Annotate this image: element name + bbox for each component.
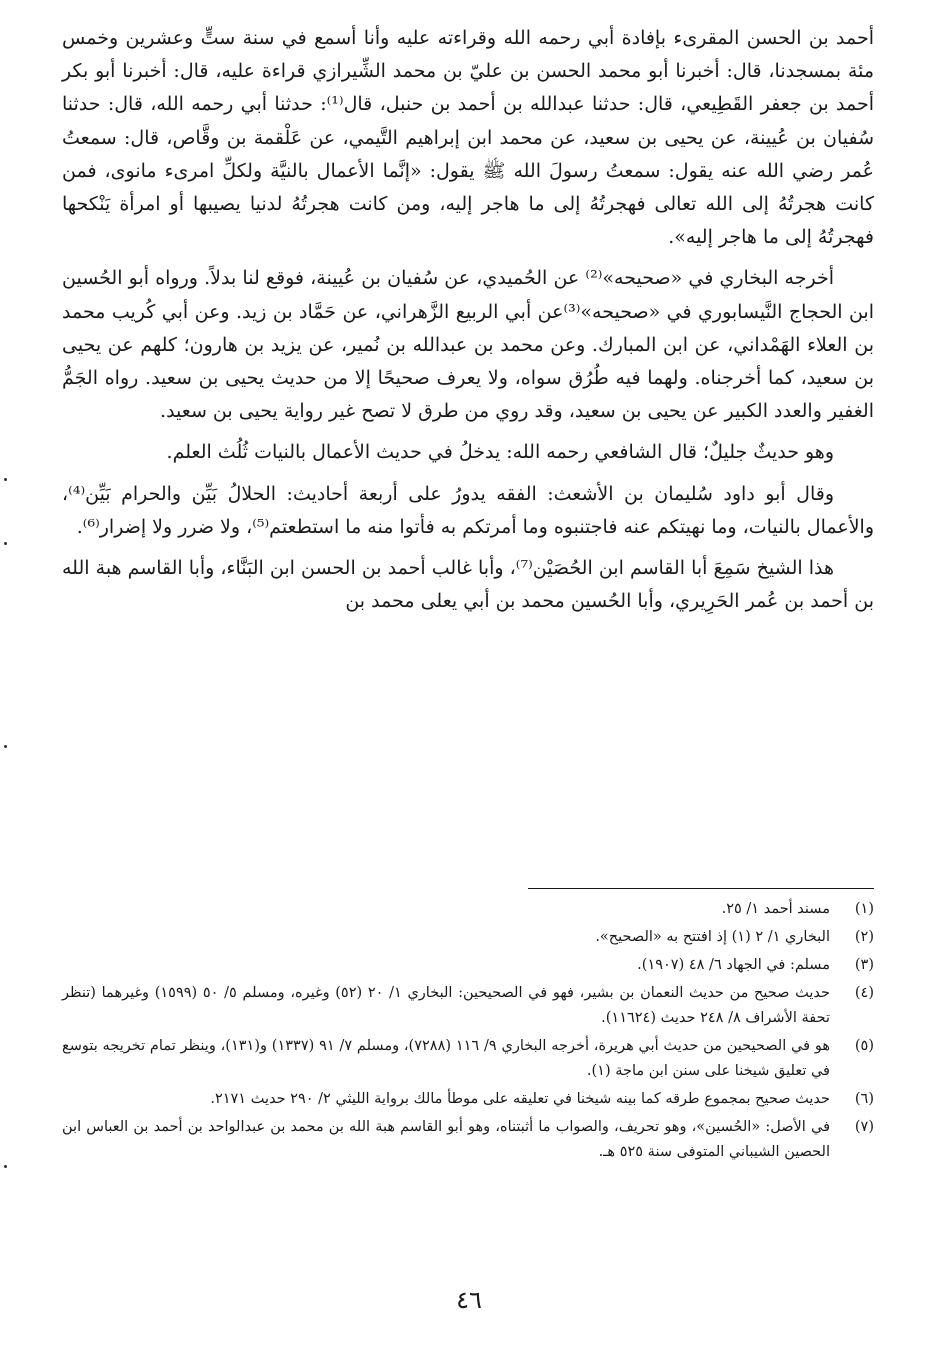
footnote-text: في الأصل: «الحُسين»، وهو تحريف، والصواب ما أثبتناه، وهو أبو القاسم هبة الله بن محمد بن عبدالواحد بن أحمد بن العباس ابن الحصين الشيباني المتوفى سنة ٥٢٥ هـ. [62,1119,830,1160]
page-number: ٤٦ [456,1286,482,1314]
footnote-number: (٧) [854,1119,874,1135]
footnote-number: (١) [854,901,874,917]
page-content [62,22,875,1160]
paragraph-hadith-isnad: أحمد بن الحسن المقرىء بإفادة أبي رحمه الله وقراءته عليه وأنا أسمع في سنة ستٍّ وعشرين وخمس مئة بمسجدنا، قال: أخبرنا أبو محمد الحسن بن عليّ بن محمد الشِّيرازي قراءة عليه، قال: أخبرنا أبو بكر أحمد بن جعفر القَطِيعي، قال: حدثنا عبدالله بن أحمد بن حنبل، قال⁽¹⁾: حدثنا أبي رحمه الله، قال: حدثنا سُفيان بن عُيينة، عن يحيى بن سعيد، عن محمد ابن إبراهيم التَّيمي، عن عَلْقمة بن وقَّاص، قال: سمعتُ عُمر رضي الله عنه يقول: سمعتُ رسولَ الله ﷺ يقول: «إنَّما الأعمال بالنيَّة ولكلِّ امرىء مانوى، فمن كانت هجرتُهُ إلى الله تعالى فهجرتُهُ إلى ما هاجر إليه، ومن كانت هجرتُهُ لدنيا يصيبها أو امرأة يَنْكحها فهجرتُهُ إلى ما هاجر إليه». [62,27,875,249]
footnotes [62,897,874,1168]
footnote-number: (٢) [854,929,874,945]
paragraph-abu-dawud-quote: وقال أبو داود سُليمان بن الأشعث: الفقه يدورُ على أربعة أحاديث: الحلالُ بَيِّن والحرام بَيِّن⁽⁴⁾، والأعمال بالنيات، وما نهيتكم عنه فاجتنبوه وما أمرتكم به فأتوا منه ما استطعتم⁽⁵⁾، ولا ضرر ولا إضرار⁽⁶⁾. [62,482,874,538]
footnote-number: (٥) [854,1038,874,1054]
footnote-text: مسلم: في الجهاد ٦/ ٤٨ (١٩٠٧). [637,957,830,973]
paragraph-takhrij: أخرجه البخاري في «صحيحه»⁽²⁾ عن الحُميدي، عن سُفيان بن عُيينة، فوقع لنا بدلاً. ورواه أبو الحُسين ابن الحجاج النَّيسابوري في «صحيحه»⁽³⁾عن أبي الربيع الزَّهراني، عن حَمَّاد بن زيد. وعن أبي كُريب محمد بن العلاء الهَمْداني، عن ابن المبارك. وعن محمد بن عبدالله بن نُمير، عن يزيد بن هارون؛ كلهم عن يحيى بن سعيد، كما أخرجناه. ولهما فيه طُرُق سواه، ولا يعرف صحيحًا إلا من حديث يحيى بن سعيد. رواه الجَمُّ الغفير والعدد الكبير عن يحيى بن سعيد، وقد روي من طرق لا تصح غير رواية يحيى بن سعيد. [62,267,874,423]
footnote-item [62,1115,874,1165]
footnote-number: (٣) [854,957,874,973]
footnote-number: (٦) [854,1091,874,1107]
footnote-text: مسند أحمد ١/ ٢٥. [721,901,830,917]
margin-dot [4,478,7,481]
paragraph-shafii-quote: وهو حديثٌ جليلٌ؛ قال الشافعي رحمه الله: يدخلُ في حديث الأعمال بالنيات ثُلُث العلم. [166,441,834,464]
footnote-item [62,1034,874,1084]
paragraph-shaykh-teachers: هذا الشيخ سَمِعَ أبا القاسم ابن الحُصَيْن⁽⁷⁾، وأبا غالب أحمد بن الحسن ابن البَنَّاء، وأبا القاسم هبة الله بن أحمد بن عُمر الحَرِيري، وأبا الحُسين محمد بن أبي يعلى محمد بن [62,557,874,613]
margin-dot [4,542,7,545]
footnote-number: (٤) [854,985,874,1001]
footnote-text: هو في الصحيحين من حديث أبي هريرة، أخرجه البخاري ٩/ ١١٦ (٧٢٨٨)، ومسلم ٧/ ٩١ (١٣٣٧) و(١٣١)، وينظر تمام تخريجه بتوسع في تعليق شيخنا على سنن ابن ماجة (١). [62,1038,830,1079]
main-text [62,22,874,618]
footnote-item [62,953,874,978]
footnote-text: البخاري ١/ ٢ (١) إذ افتتح به «الصحيح». [595,929,830,945]
footnote-item [62,925,874,950]
footnote-item [62,981,874,1031]
footnote-item [62,1087,874,1112]
footnote-text: حديث صحيح من حديث النعمان بن بشير، فهو في الصحيحين: البخاري ١/ ٢٠ (٥٢) وغيره، ومسلم ٥/ ٥٠ (١٥٩٩) وغيرهما (تنظر تحفة الأشراف ٨/ ٢٤٨ حديث (١١٦٢٤). [62,985,830,1026]
footnote-item [62,897,874,922]
footnote-separator [528,888,874,889]
footnote-text: حديث صحيح بمجموع طرقه كما بينه شيخنا في تعليقه على موطأ مالك برواية الليثي ٢/ ٢٩٠ حديث ٢١٧١. [210,1091,830,1107]
margin-dot [4,1165,7,1168]
margin-dot [4,745,7,748]
